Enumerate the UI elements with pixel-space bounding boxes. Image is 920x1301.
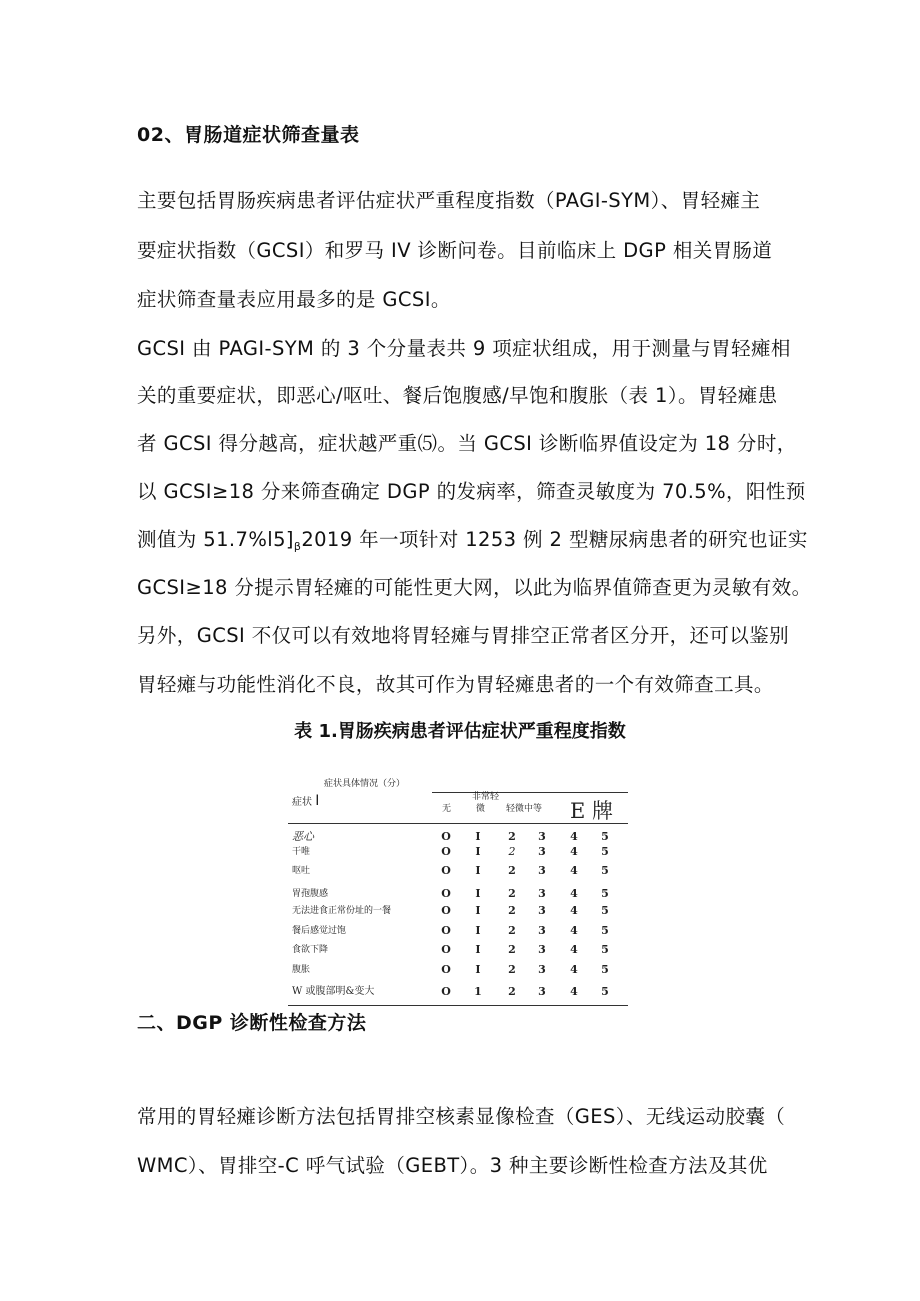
cursor-mark: I: [315, 793, 320, 809]
table-caption: 表 1.胃肠疾病患者评估症状严重程度指数: [294, 721, 626, 742]
score-cell: 3: [538, 943, 546, 956]
score-cell: 5: [601, 830, 609, 843]
score-cell: 4: [570, 924, 578, 937]
score-cell: 5: [601, 963, 609, 976]
score-cell: 2: [508, 924, 516, 937]
symptom-name: 食欲下降: [292, 945, 329, 955]
col-header-brand: E 牌: [570, 799, 614, 823]
symptom-name: 腹胀: [292, 965, 311, 975]
paragraph-line: [137, 528, 808, 559]
score-cell: 5: [601, 904, 609, 917]
score-cell: 2: [508, 943, 516, 956]
score-cell: O: [441, 904, 451, 917]
paragraph-line: WMC）、胃排空-C 呼气试验（GEBT）。3 种主要诊断性检查方法及其优: [137, 1154, 768, 1177]
paragraph-line: 者 GCSI 得分越高，症状越严重⑸。当 GCSI 诊断临界值设定为 18 分时，: [137, 432, 797, 455]
score-cell: 3: [538, 845, 546, 858]
score-cell: 1: [474, 985, 482, 998]
score-cell: 3: [538, 904, 546, 917]
score-cell: 3: [538, 830, 546, 843]
table-top-rule: [432, 792, 628, 793]
score-cell: 5: [601, 887, 609, 900]
col-header-very-mild-1: 非常轻: [472, 792, 500, 802]
paragraph-line: 要症状指数（GCSI）和罗马 IV 诊断问卷。目前临床上 DGP 相关胃肠道: [137, 239, 773, 262]
score-cell: 3: [538, 985, 546, 998]
score-cell: 4: [570, 864, 578, 877]
symptom-name: 呕吐: [292, 866, 311, 876]
subscript-mark: β: [293, 540, 302, 553]
symptom-name: 餐后感觉过饱: [292, 926, 347, 936]
score-cell: 4: [570, 943, 578, 956]
score-cell: 4: [570, 887, 578, 900]
score-cell: I: [475, 943, 481, 956]
paragraph-line: GCSI≥18 分提示胃轻瘫的可能性更大网，以此为临界值筛查更为灵敏有效。: [137, 576, 812, 599]
symptom-name: 恶心: [292, 830, 314, 843]
paragraph-line: 关的重要症状，即恶心/呕吐、餐后饱腹感/早饱和腹胀（表 1）。胃轻瘫患: [137, 384, 778, 407]
score-cell: O: [441, 943, 451, 956]
col-header-very-mild-2: 微: [476, 804, 486, 814]
score-cell: I: [475, 845, 481, 858]
score-cell: 2: [508, 887, 516, 900]
score-cell: 4: [570, 830, 578, 843]
citation-continuation: 2019 年一项针对 1253 例 2 型糖尿病患者的研究也证实: [301, 528, 808, 551]
score-cell: 3: [538, 924, 546, 937]
col-header-mild-moderate: 轻微中等: [506, 804, 543, 814]
score-cell: 2: [508, 963, 516, 976]
score-cell: O: [441, 830, 451, 843]
score-cell: I: [475, 924, 481, 937]
score-cell: 4: [570, 963, 578, 976]
score-cell: 2: [508, 864, 516, 877]
score-cell: I: [475, 864, 481, 877]
paragraph-line: 另外，GCSI 不仅可以有效地将胃轻瘫与胃排空正常者区分开，还可以鉴别: [137, 624, 790, 647]
score-cell: 3: [538, 887, 546, 900]
score-cell: 2: [508, 904, 516, 917]
table-header-rule: [288, 823, 628, 824]
section-heading-02: 02、胃肠道症状筛查量表: [137, 124, 360, 146]
score-cell: I: [475, 904, 481, 917]
score-cell: O: [441, 864, 451, 877]
score-cell: O: [441, 924, 451, 937]
symptom-name: 胃孢腹感: [292, 889, 329, 899]
score-cell: O: [441, 985, 451, 998]
symptom-name: W 或腹部明&变大: [292, 986, 375, 997]
symptom-name: 无法进食正常份址的一餐: [292, 906, 392, 916]
score-cell: O: [441, 845, 451, 858]
citation-text: 测值为 51.7%l5]: [137, 528, 294, 551]
score-cell: 5: [601, 985, 609, 998]
table-bottom-rule: [288, 1005, 628, 1006]
section-heading-2: 二、DGP 诊断性检查方法: [137, 1012, 367, 1034]
score-cell: 5: [601, 845, 609, 858]
paragraph-line: 常用的胃轻瘫诊断方法包括胃排空核素显像检查（GES）、无线运动胶囊（: [137, 1105, 786, 1128]
paragraph-line: GCSI 由 PAGI-SYM 的 3 个分量表共 9 项症状组成，用于测量与胃轻瘫相: [137, 337, 791, 360]
table-group-header: 症状具体情况（分）: [324, 779, 406, 789]
symptom-score-table: [288, 776, 628, 1006]
paragraph-line: 胃轻瘫与功能性消化不良，故其可作为胃轻瘫患者的一个有效筛查工具。: [137, 673, 774, 696]
score-cell: 4: [570, 904, 578, 917]
score-cell: 5: [601, 924, 609, 937]
score-cell: 3: [538, 963, 546, 976]
score-cell: I: [475, 830, 481, 843]
score-cell: 2: [508, 830, 516, 843]
score-cell: 2: [508, 985, 516, 998]
score-cell: I: [475, 887, 481, 900]
col-header-none: 无: [442, 804, 452, 814]
score-cell: 2: [508, 845, 516, 858]
symptom-column-header: [292, 795, 319, 809]
paragraph-line: 主要包括胃肠疾病患者评估症状严重程度指数（PAGI-SYM）、胃轻瘫主: [137, 189, 761, 212]
score-cell: 4: [570, 845, 578, 858]
score-cell: O: [441, 963, 451, 976]
paragraph-line: 以 GCSI≥18 分来筛查确定 DGP 的发病率，筛查灵敏度为 70.5%，阳性预: [137, 480, 806, 503]
symptom-col-label: 症状: [292, 797, 312, 808]
score-cell: 4: [570, 985, 578, 998]
symptom-name: 干唯: [292, 847, 311, 857]
score-cell: O: [441, 887, 451, 900]
paragraph-line: 症状筛查量表应用最多的是 GCSI。: [137, 288, 451, 311]
score-cell: 3: [538, 864, 546, 877]
score-cell: 5: [601, 864, 609, 877]
score-cell: 5: [601, 943, 609, 956]
score-cell: I: [475, 963, 481, 976]
